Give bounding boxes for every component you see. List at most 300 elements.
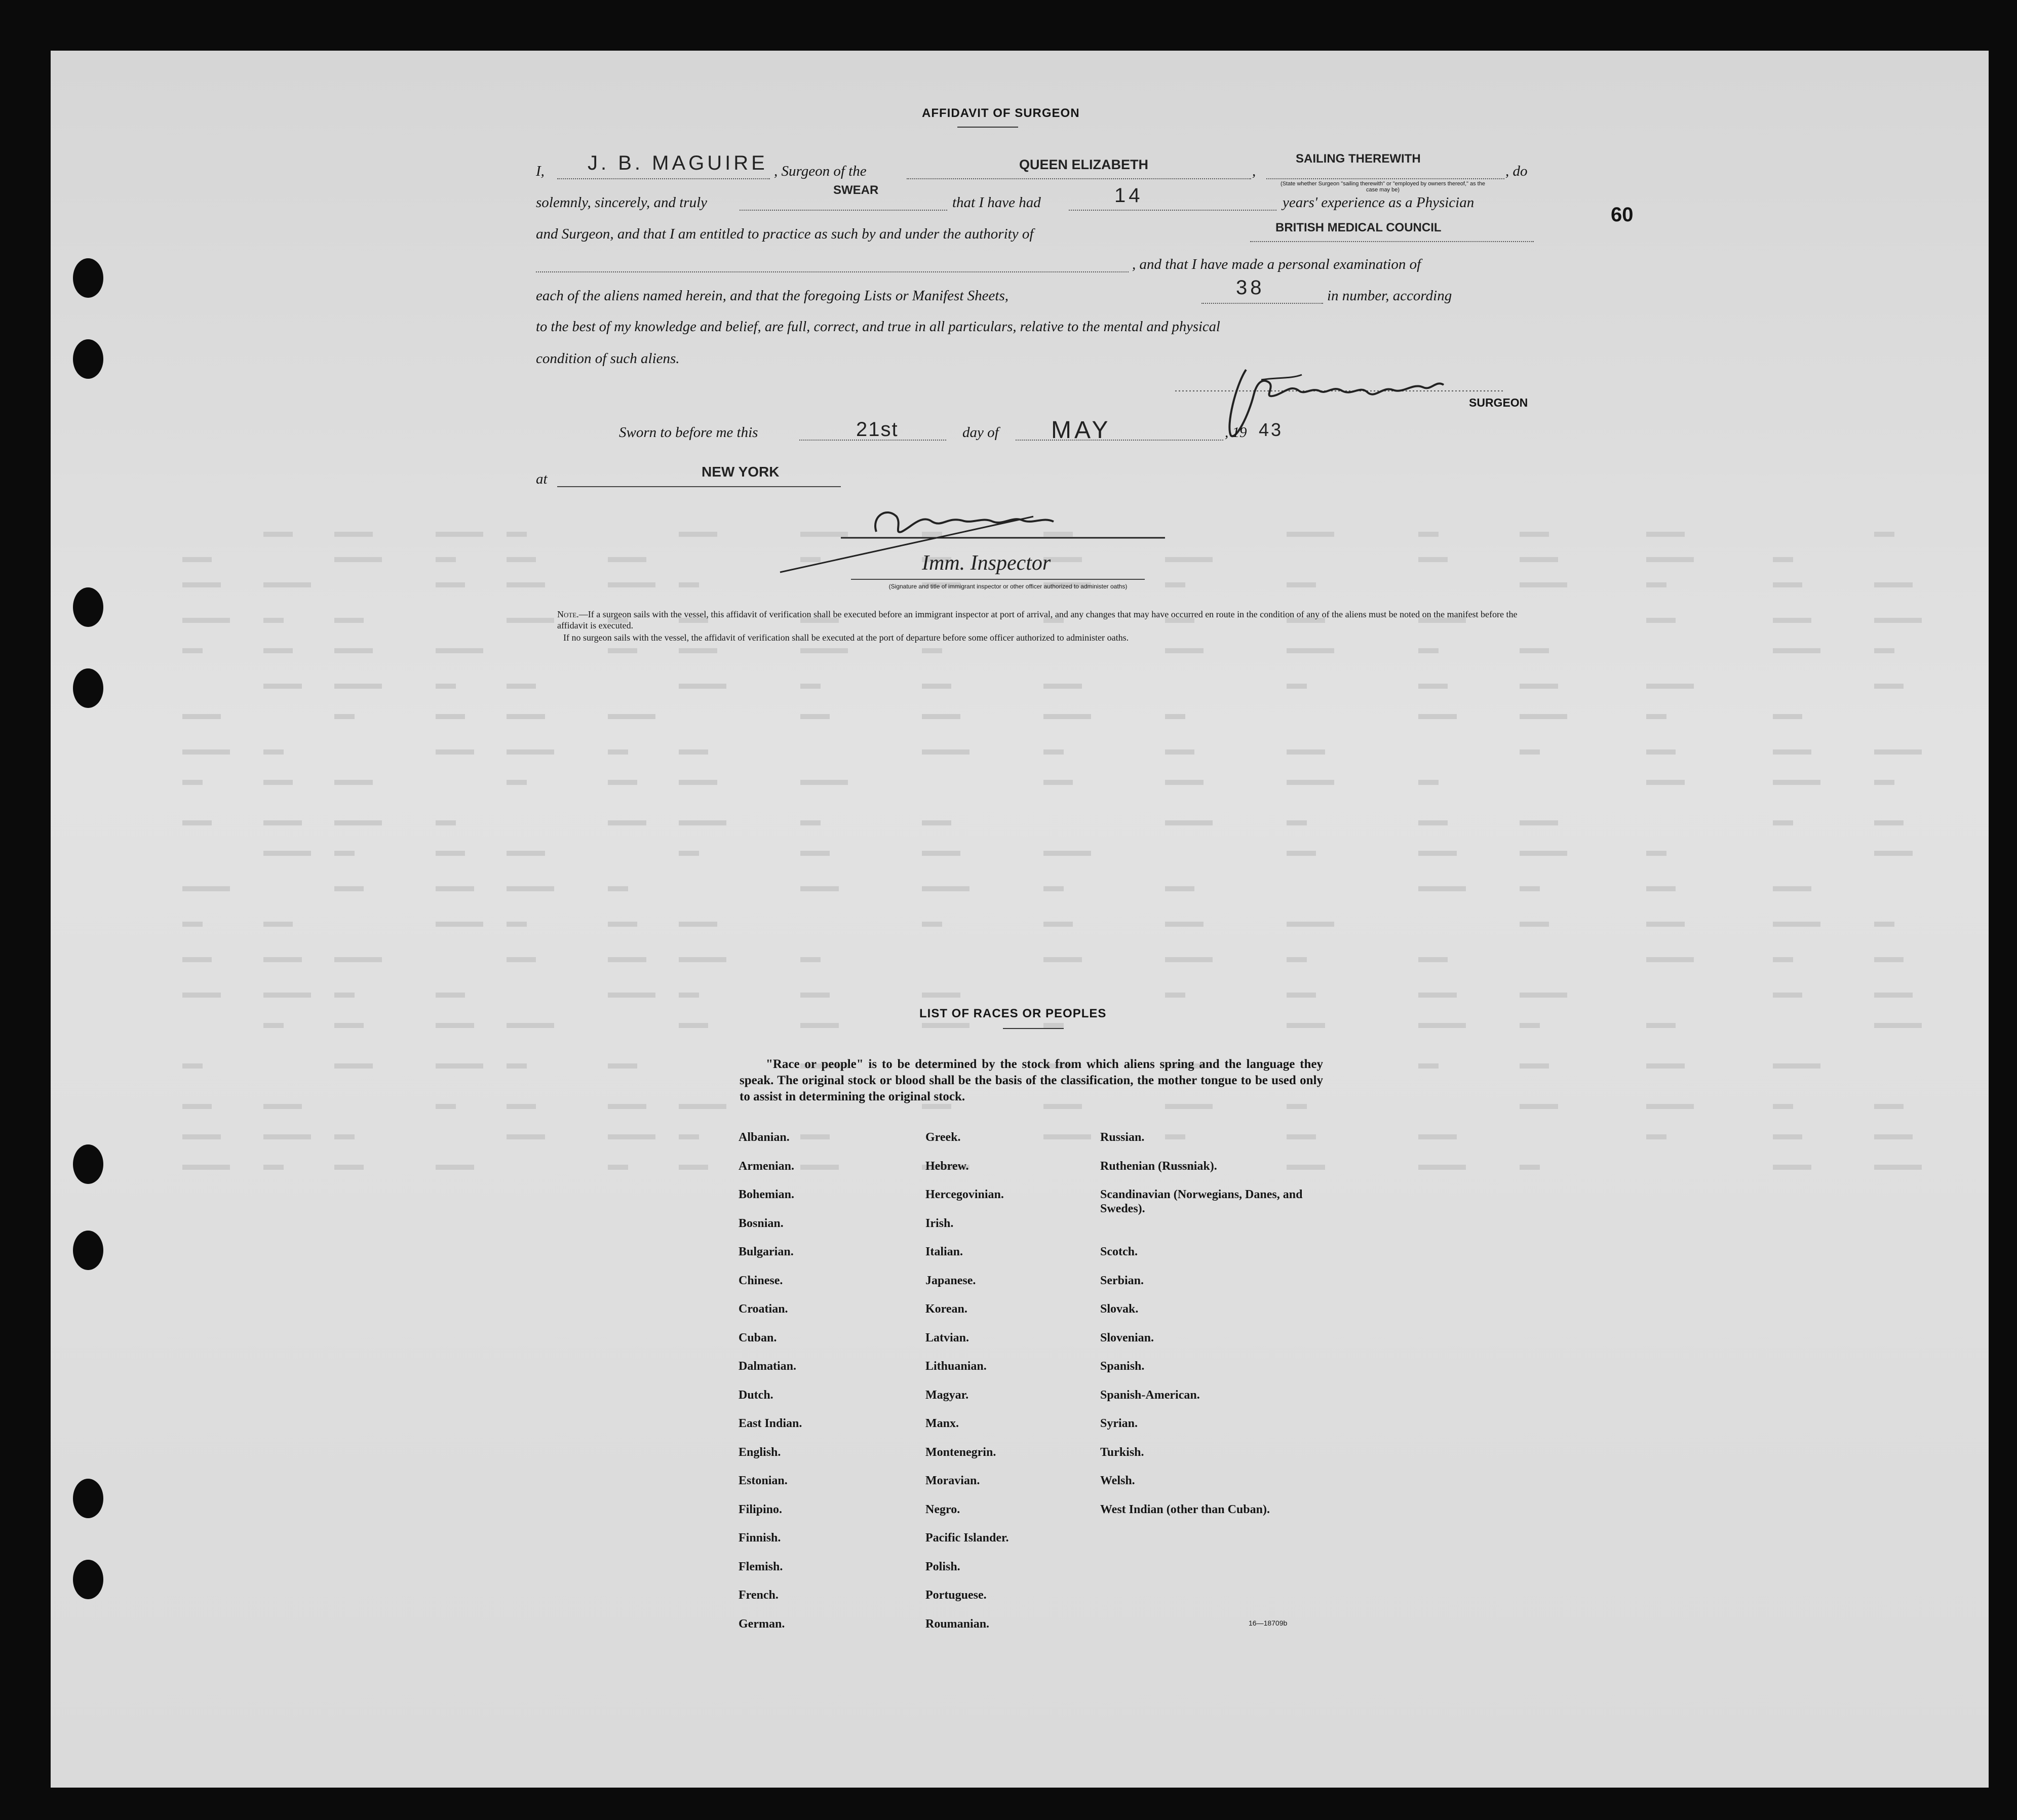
ghost-mark bbox=[679, 820, 726, 825]
ghost-mark bbox=[1646, 780, 1685, 785]
ghost-mark bbox=[1646, 957, 1694, 962]
race-entry: Ruthenian (Russniak). bbox=[1100, 1159, 1217, 1173]
ghost-mark bbox=[1165, 557, 1213, 562]
text-day-of: day of bbox=[962, 424, 999, 441]
ghost-mark bbox=[800, 1023, 839, 1028]
ghost-mark bbox=[922, 820, 951, 825]
ghost-mark bbox=[263, 582, 311, 587]
ghost-mark bbox=[679, 1134, 699, 1139]
ghost-mark bbox=[800, 820, 821, 825]
ghost-mark bbox=[922, 684, 951, 689]
ghost-mark bbox=[1043, 749, 1064, 755]
ghost-mark bbox=[1773, 618, 1811, 623]
ghost-mark bbox=[507, 1134, 545, 1139]
ghost-mark bbox=[1287, 957, 1307, 962]
ghost-mark bbox=[1165, 749, 1194, 755]
ghost-mark bbox=[263, 749, 284, 755]
ghost-mark bbox=[608, 820, 646, 825]
ghost-mark bbox=[1646, 851, 1666, 856]
race-entry: Turkish. bbox=[1100, 1445, 1144, 1459]
ghost-mark bbox=[182, 714, 221, 719]
ghost-mark bbox=[436, 648, 483, 653]
ghost-mark bbox=[800, 993, 830, 998]
ghost-mark bbox=[1418, 532, 1439, 537]
ghost-mark bbox=[334, 532, 373, 537]
ghost-mark bbox=[182, 820, 212, 825]
ghost-mark bbox=[507, 957, 536, 962]
race-entry: Negro. bbox=[925, 1502, 960, 1516]
text-i: I, bbox=[536, 163, 545, 179]
race-entry: Serbian. bbox=[1100, 1274, 1144, 1287]
ghost-mark bbox=[800, 851, 830, 856]
ghost-mark bbox=[1773, 1134, 1802, 1139]
ghost-mark bbox=[1646, 1063, 1685, 1069]
text-examination: , and that I have made a personal examination of bbox=[1132, 256, 1421, 272]
punch-hole bbox=[73, 339, 103, 379]
ghost-mark bbox=[1773, 648, 1820, 653]
text-knowledge: to the best of my knowledge and belief, are full, correct, and true in all particulars, relative to the mental and physical bbox=[536, 319, 1220, 335]
races-intro: "Race or people" is to be determined by the stock from which aliens spring and the language they speak. The original stock or blood shall be the basis of the classification, the mother tongue to be used only to assist in determining the original stock. bbox=[740, 1057, 1323, 1103]
ghost-mark bbox=[507, 749, 554, 755]
ghost-mark bbox=[1287, 993, 1316, 998]
ghost-mark bbox=[679, 780, 717, 785]
ghost-mark bbox=[507, 532, 527, 537]
punch-hole bbox=[73, 1231, 103, 1270]
inspector-caption: (Signature and title of immigrant inspector or other officer authorized to administer oaths) bbox=[888, 583, 1128, 590]
ghost-mark bbox=[1287, 851, 1316, 856]
years-experience-value: 14 bbox=[1114, 184, 1143, 207]
punch-hole bbox=[73, 1560, 103, 1599]
ghost-mark bbox=[334, 1063, 373, 1069]
race-entry: Hebrew. bbox=[925, 1159, 969, 1173]
ghost-mark bbox=[679, 851, 699, 856]
ghost-mark bbox=[1773, 820, 1793, 825]
race-entry: English. bbox=[739, 1445, 781, 1459]
ghost-mark bbox=[922, 886, 969, 891]
vessel-name: QUEEN ELIZABETH bbox=[1019, 157, 1149, 172]
ghost-mark bbox=[1520, 1063, 1549, 1069]
ghost-mark bbox=[1520, 648, 1549, 653]
ghost-mark bbox=[436, 749, 474, 755]
race-entry: Spanish-American. bbox=[1100, 1388, 1200, 1402]
ghost-mark bbox=[1043, 922, 1073, 927]
ghost-mark bbox=[1773, 1165, 1811, 1170]
text-at: at bbox=[536, 471, 548, 487]
ghost-mark bbox=[182, 1104, 212, 1109]
ghost-mark bbox=[1773, 1063, 1820, 1069]
ghost-mark bbox=[334, 714, 355, 719]
ghost-mark bbox=[436, 1063, 483, 1069]
ghost-mark bbox=[922, 993, 960, 998]
ghost-mark bbox=[1520, 922, 1549, 927]
ghost-mark bbox=[1043, 957, 1082, 962]
ghost-mark bbox=[436, 851, 465, 856]
ghost-mark bbox=[182, 1134, 221, 1139]
ghost-mark bbox=[1520, 684, 1558, 689]
ghost-mark bbox=[507, 618, 554, 623]
ghost-mark bbox=[1646, 1023, 1676, 1028]
affidavit-title: AFFIDAVIT OF SURGEON bbox=[922, 106, 1080, 120]
text-each-alien: each of the aliens named herein, and that the foregoing Lists or Manifest Sheets, bbox=[536, 288, 1009, 304]
ghost-mark bbox=[1287, 780, 1334, 785]
ghost-mark bbox=[1520, 1023, 1540, 1028]
ghost-mark bbox=[1287, 1023, 1325, 1028]
ghost-mark bbox=[1520, 993, 1567, 998]
ghost-mark bbox=[334, 618, 364, 623]
ghost-mark bbox=[1520, 1104, 1558, 1109]
ghost-mark bbox=[1418, 851, 1457, 856]
ghost-mark bbox=[1287, 922, 1334, 927]
ghost-mark bbox=[263, 922, 293, 927]
ghost-mark bbox=[1874, 1023, 1922, 1028]
ghost-mark bbox=[1520, 582, 1567, 587]
ghost-mark bbox=[1520, 1165, 1540, 1170]
ghost-mark bbox=[1874, 582, 1913, 587]
ghost-mark bbox=[608, 557, 646, 562]
ghost-mark bbox=[679, 582, 699, 587]
ghost-mark bbox=[922, 749, 969, 755]
ghost-mark bbox=[182, 749, 230, 755]
surgeon-name: J. B. MAGUIRE bbox=[588, 152, 768, 174]
ghost-mark bbox=[1520, 532, 1549, 537]
ghost-mark bbox=[1646, 922, 1685, 927]
ghost-mark bbox=[334, 886, 364, 891]
ghost-mark bbox=[1287, 684, 1307, 689]
race-entry: Irish. bbox=[925, 1216, 954, 1230]
ghost-mark bbox=[1874, 749, 1922, 755]
race-entry: Bohemian. bbox=[739, 1188, 795, 1201]
ghost-mark bbox=[334, 1165, 364, 1170]
race-entry: Slovenian. bbox=[1100, 1331, 1154, 1344]
ghost-mark bbox=[1773, 1104, 1793, 1109]
ghost-mark bbox=[1874, 618, 1922, 623]
race-entry: Syrian. bbox=[1100, 1417, 1138, 1430]
ghost-mark bbox=[679, 1023, 708, 1028]
ghost-mark bbox=[1165, 922, 1204, 927]
race-entry: Manx. bbox=[925, 1417, 959, 1430]
sailing-status: SAILING THEREWITH bbox=[1296, 152, 1421, 166]
ghost-mark bbox=[1874, 851, 1913, 856]
ghost-mark bbox=[1773, 886, 1811, 891]
ghost-mark bbox=[1520, 714, 1567, 719]
ghost-mark bbox=[1773, 780, 1820, 785]
ghost-mark bbox=[334, 648, 373, 653]
ghost-mark bbox=[436, 1104, 456, 1109]
ghost-mark bbox=[182, 993, 221, 998]
ghost-mark bbox=[800, 780, 848, 785]
ghost-mark bbox=[507, 582, 545, 587]
text-comma: , bbox=[1252, 163, 1256, 179]
ghost-mark bbox=[800, 886, 839, 891]
ghost-mark bbox=[1287, 582, 1316, 587]
ghost-mark bbox=[1043, 780, 1073, 785]
ghost-mark bbox=[1418, 957, 1448, 962]
ghost-mark bbox=[1520, 851, 1567, 856]
ghost-mark bbox=[1874, 922, 1894, 927]
ghost-mark bbox=[263, 993, 311, 998]
punch-hole bbox=[73, 668, 103, 708]
ghost-mark bbox=[436, 684, 456, 689]
ghost-mark bbox=[608, 749, 628, 755]
ghost-mark bbox=[1418, 780, 1439, 785]
ghost-mark bbox=[182, 886, 230, 891]
race-entry: Magyar. bbox=[925, 1388, 969, 1402]
ghost-mark bbox=[1165, 780, 1204, 785]
ghost-mark bbox=[436, 582, 465, 587]
ghost-mark bbox=[1418, 1023, 1466, 1028]
ghost-mark bbox=[1874, 1134, 1913, 1139]
ghost-mark bbox=[182, 1165, 230, 1170]
ghost-mark bbox=[507, 1063, 527, 1069]
text-sworn: Sworn to before me this bbox=[619, 424, 758, 441]
race-entry: Estonian. bbox=[739, 1474, 788, 1487]
ghost-mark bbox=[182, 557, 212, 562]
ghost-mark bbox=[507, 780, 527, 785]
ghost-mark bbox=[1874, 1104, 1904, 1109]
ghost-mark bbox=[436, 532, 483, 537]
ghost-mark bbox=[679, 648, 717, 653]
race-entry: Bosnian. bbox=[739, 1216, 784, 1230]
ghost-mark bbox=[263, 532, 293, 537]
race-entry: Armenian. bbox=[739, 1159, 794, 1173]
ghost-mark bbox=[1773, 922, 1820, 927]
ghost-mark bbox=[263, 1134, 311, 1139]
ghost-mark bbox=[334, 993, 355, 998]
races-title: LIST OF RACES OR PEOPLES bbox=[919, 1007, 1107, 1020]
ghost-mark bbox=[263, 1023, 284, 1028]
ghost-mark bbox=[1646, 618, 1676, 623]
sworn-year: 43 bbox=[1259, 419, 1284, 440]
race-entry: Croatian. bbox=[739, 1302, 788, 1316]
text-in-number: in number, according bbox=[1327, 288, 1452, 304]
ghost-mark bbox=[679, 532, 717, 537]
ghost-mark bbox=[1418, 993, 1457, 998]
ghost-mark bbox=[679, 922, 717, 927]
ghost-mark bbox=[334, 557, 382, 562]
ghost-mark bbox=[1773, 957, 1793, 962]
ghost-mark bbox=[507, 1023, 554, 1028]
ghost-mark bbox=[1646, 532, 1685, 537]
ghost-mark bbox=[1418, 1134, 1457, 1139]
text-do: , do bbox=[1505, 163, 1528, 179]
ghost-mark bbox=[608, 922, 637, 927]
ghost-mark bbox=[1646, 684, 1694, 689]
ghost-mark bbox=[1646, 582, 1666, 587]
form-number: 16—18709b bbox=[1249, 1619, 1288, 1627]
note-label: Note. bbox=[557, 609, 579, 619]
race-entry: Bulgarian. bbox=[739, 1245, 794, 1258]
ghost-mark bbox=[1287, 820, 1307, 825]
race-entry: Portuguese. bbox=[925, 1589, 987, 1602]
race-entry: Filipino. bbox=[739, 1502, 783, 1516]
ghost-mark bbox=[507, 557, 536, 562]
ghost-mark bbox=[922, 851, 960, 856]
ghost-mark bbox=[436, 922, 483, 927]
race-entry: German. bbox=[739, 1617, 785, 1631]
race-entry: Cuban. bbox=[739, 1331, 777, 1344]
ghost-mark bbox=[1773, 557, 1793, 562]
ghost-mark bbox=[800, 648, 848, 653]
ghost-mark bbox=[922, 714, 960, 719]
race-entry: Japanese. bbox=[925, 1274, 976, 1287]
ghost-mark bbox=[263, 1165, 284, 1170]
race-entry: Welsh. bbox=[1100, 1474, 1135, 1487]
inspector-title: Imm. Inspector bbox=[922, 551, 1051, 575]
punch-hole bbox=[73, 587, 103, 627]
race-entry: Russian. bbox=[1100, 1131, 1145, 1144]
race-entry: Scotch. bbox=[1100, 1245, 1138, 1258]
manifest-sheets-count: 38 bbox=[1236, 276, 1265, 299]
ghost-mark bbox=[1418, 820, 1448, 825]
text-authority-intro: and Surgeon, and that I am entitled to practice as such by and under the authority of bbox=[536, 226, 1034, 242]
ghost-mark bbox=[507, 886, 554, 891]
ghost-mark bbox=[182, 648, 203, 653]
ghost-mark bbox=[263, 780, 293, 785]
race-entry: Greek. bbox=[925, 1131, 961, 1144]
text-years-experience: years' experience as a Physician bbox=[1283, 194, 1475, 211]
sworn-place: NEW YORK bbox=[702, 464, 780, 480]
race-entry: Montenegrin. bbox=[925, 1445, 996, 1459]
ghost-mark bbox=[263, 684, 302, 689]
ghost-mark bbox=[679, 1104, 726, 1109]
ghost-mark bbox=[608, 1104, 646, 1109]
ghost-mark bbox=[1874, 532, 1894, 537]
ghost-mark bbox=[679, 684, 726, 689]
ghost-mark bbox=[679, 1165, 708, 1170]
ghost-mark bbox=[182, 957, 212, 962]
ghost-mark bbox=[1043, 1023, 1064, 1028]
oath-word: SWEAR bbox=[833, 183, 879, 197]
race-entry: Flemish. bbox=[739, 1560, 783, 1573]
ghost-mark bbox=[1418, 684, 1448, 689]
ghost-mark bbox=[1520, 820, 1558, 825]
ghost-mark bbox=[1165, 648, 1204, 653]
ghost-mark bbox=[507, 684, 536, 689]
race-entry: Chinese. bbox=[739, 1274, 783, 1287]
ghost-mark bbox=[1773, 749, 1811, 755]
ghost-mark bbox=[1874, 957, 1904, 962]
ghost-mark bbox=[334, 957, 382, 962]
ghost-mark bbox=[1418, 1165, 1466, 1170]
ghost-mark bbox=[436, 1165, 474, 1170]
race-entry: Finnish. bbox=[739, 1531, 781, 1545]
ghost-mark bbox=[1520, 886, 1540, 891]
ghost-mark bbox=[334, 1134, 355, 1139]
ghost-mark bbox=[436, 993, 465, 998]
race-entry: Spanish. bbox=[1100, 1360, 1145, 1373]
punch-hole bbox=[73, 1479, 103, 1518]
ghost-mark bbox=[1646, 886, 1676, 891]
ghost-mark bbox=[507, 851, 545, 856]
ghost-mark bbox=[1874, 820, 1904, 825]
ghost-mark bbox=[1165, 886, 1194, 891]
race-entry: Albanian. bbox=[739, 1131, 790, 1144]
ghost-mark bbox=[1646, 557, 1694, 562]
page-number: 60 bbox=[1611, 204, 1634, 226]
ghost-mark bbox=[507, 922, 527, 927]
ghost-mark bbox=[679, 749, 708, 755]
ghost-mark bbox=[1418, 557, 1448, 562]
ghost-mark bbox=[507, 714, 545, 719]
ghost-mark bbox=[182, 618, 230, 623]
ghost-mark bbox=[608, 1063, 637, 1069]
ghost-mark bbox=[1874, 993, 1913, 998]
ghost-mark bbox=[334, 684, 382, 689]
ghost-mark bbox=[1418, 714, 1457, 719]
ghost-mark bbox=[182, 922, 203, 927]
ghost-mark bbox=[608, 780, 637, 785]
ghost-mark bbox=[263, 820, 302, 825]
ghost-mark bbox=[1646, 1104, 1694, 1109]
ghost-mark bbox=[334, 780, 373, 785]
ghost-mark bbox=[263, 957, 302, 962]
ghost-mark bbox=[608, 957, 646, 962]
race-entry: East Indian. bbox=[739, 1417, 802, 1430]
ghost-mark bbox=[1874, 1165, 1922, 1170]
race-entry: French. bbox=[739, 1589, 779, 1602]
ghost-mark bbox=[1418, 1063, 1439, 1069]
race-entry: Hercegovinian. bbox=[925, 1188, 1004, 1201]
ghost-mark bbox=[1043, 684, 1082, 689]
ghost-mark bbox=[182, 780, 203, 785]
ghost-mark bbox=[608, 886, 628, 891]
sailing-note: (State whether Surgeon "sailing therewith" or "employed by owners thereof," as the case may be) bbox=[1281, 181, 1485, 193]
ghost-mark bbox=[922, 648, 942, 653]
ghost-mark bbox=[800, 957, 821, 962]
ghost-mark bbox=[1646, 1134, 1666, 1139]
ghost-mark bbox=[608, 1134, 655, 1139]
affidavit-note-2: If no surgeon sails with the vessel, the affidavit of verification shall be executed at the port of departure before some officer authorized to administer oaths. bbox=[563, 632, 1129, 643]
document-page bbox=[51, 51, 1989, 1788]
ghost-mark bbox=[1418, 648, 1439, 653]
ghost-mark bbox=[1043, 714, 1091, 719]
ghost-mark bbox=[507, 1104, 536, 1109]
ghost-mark bbox=[608, 582, 655, 587]
text-that-i-have-had: that I have had bbox=[952, 194, 1041, 211]
ghost-mark bbox=[1287, 648, 1334, 653]
race-entry: Korean. bbox=[925, 1302, 967, 1316]
ghost-mark bbox=[263, 648, 293, 653]
race-entry: Italian. bbox=[925, 1245, 963, 1258]
ghost-mark bbox=[608, 1165, 628, 1170]
ghost-mark bbox=[334, 851, 355, 856]
race-entry: Pacific Islander. bbox=[925, 1531, 1009, 1545]
ghost-mark bbox=[1165, 820, 1213, 825]
ghost-mark bbox=[436, 886, 474, 891]
ghost-mark bbox=[1287, 532, 1334, 537]
text-solemnly: solemnly, sincerely, and truly bbox=[536, 194, 708, 211]
ghost-mark bbox=[182, 582, 221, 587]
ghost-mark bbox=[263, 1104, 302, 1109]
ghost-mark bbox=[1520, 557, 1558, 562]
race-entry: Latvian. bbox=[925, 1331, 969, 1344]
ghost-mark bbox=[608, 993, 655, 998]
surgeon-role-label: SURGEON bbox=[1469, 396, 1528, 409]
ghost-mark bbox=[1165, 993, 1185, 998]
punch-hole bbox=[73, 258, 103, 298]
ghost-mark bbox=[608, 714, 655, 719]
affidavit-note bbox=[557, 609, 1530, 631]
ghost-mark bbox=[1646, 749, 1676, 755]
race-entry: Slovak. bbox=[1100, 1302, 1139, 1316]
ghost-mark bbox=[1773, 582, 1802, 587]
race-entry: Lithuanian. bbox=[925, 1360, 987, 1373]
ghost-mark bbox=[922, 922, 942, 927]
note-text-1: —If a surgeon sails with the vessel, this affidavit of verification shall be executed before an immigrant inspector at port of arrival, and any changes that may have occurred en route in the condition of any of the aliens must be noted on the manifest before the affidavit is executed. bbox=[557, 609, 1518, 630]
race-entry: Polish. bbox=[925, 1560, 960, 1573]
ghost-mark bbox=[1646, 714, 1666, 719]
ghost-mark bbox=[182, 1063, 203, 1069]
